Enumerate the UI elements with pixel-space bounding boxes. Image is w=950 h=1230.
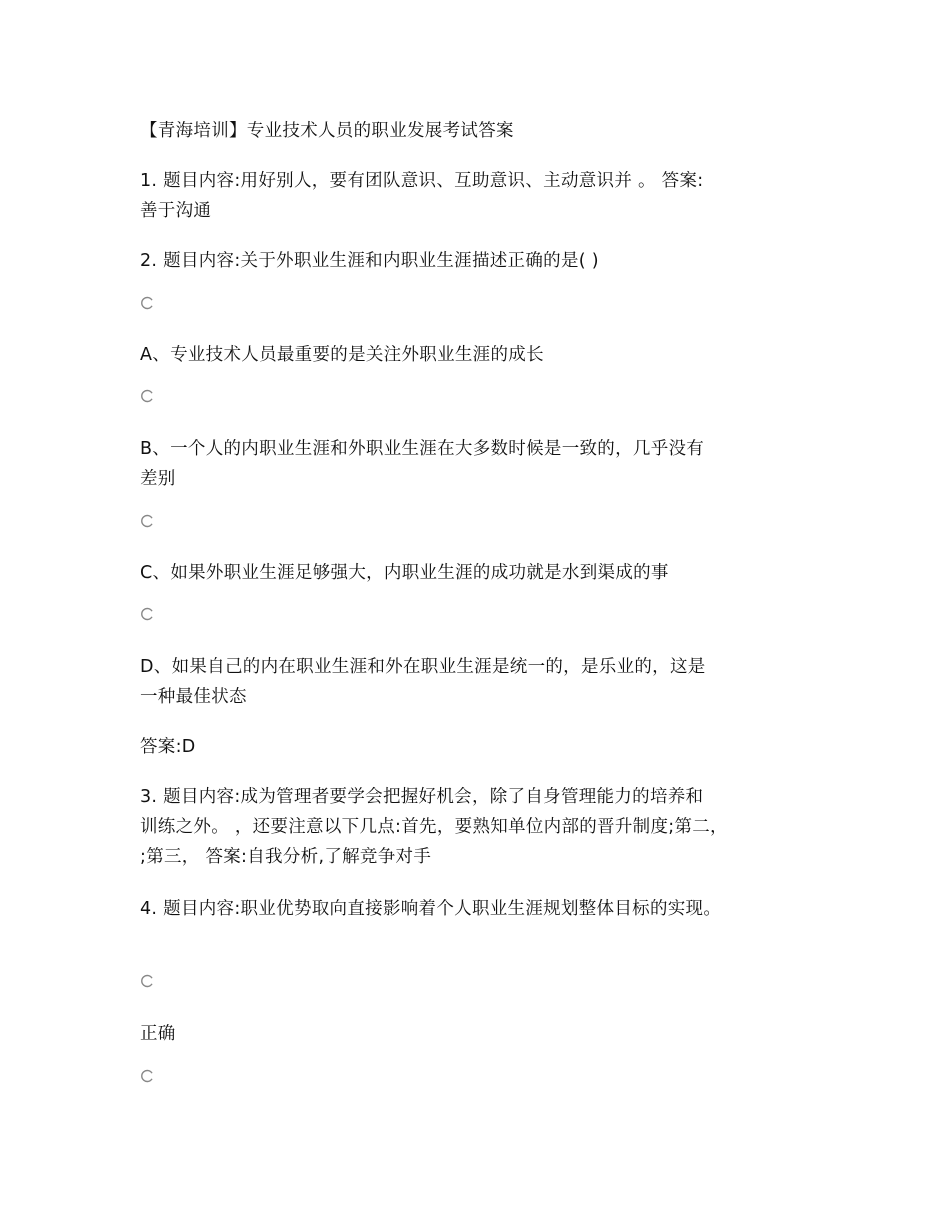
question-4-stem: 4. 题目内容:职业优势取向直接影响着个人职业生涯规划整体目标的实现。 xyxy=(140,899,722,919)
question-3-line-1: 3. 题目内容:成为管理者要学会把握好机会，除了自身管理能力的培养和 xyxy=(140,787,704,807)
radio-button-icon[interactable] xyxy=(140,296,154,310)
option-b-line-1: B、一个人的内职业生涯和外职业生涯在大多数时候是一致的，几乎没有 xyxy=(140,439,705,459)
option-true: 正确 xyxy=(140,1024,176,1044)
question-3-line-3: ;第三， 答案:自我分析,了解竞争对手 xyxy=(140,847,432,867)
radio-button-icon[interactable] xyxy=(140,607,154,621)
option-d-line-2: 一种最佳状态 xyxy=(140,687,247,707)
document-title: 【青海培训】专业技术人员的职业发展考试答案 xyxy=(140,121,514,141)
option-b-line-2: 差别 xyxy=(140,469,176,489)
question-2-stem: 2. 题目内容:关于外职业生涯和内职业生涯描述正确的是( ) xyxy=(140,251,599,271)
option-a: A、专业技术人员最重要的是关注外职业生涯的成长 xyxy=(140,345,544,365)
radio-button-icon[interactable] xyxy=(140,389,154,403)
radio-button-icon[interactable] xyxy=(140,514,154,528)
option-c: C、如果外职业生涯足够强大，内职业生涯的成功就是水到渠成的事 xyxy=(140,563,669,583)
radio-button-icon[interactable] xyxy=(140,1069,154,1083)
question-3-line-2: 训练之外。 ，还要注意以下几点:首先，要熟知单位内部的晋升制度;第二， xyxy=(140,817,728,837)
question-1-text: 1. 题目内容:用好别人，要有团队意识、互助意识、主动意识并 。 答案: xyxy=(140,171,704,191)
question-1-answer: 善于沟通 xyxy=(140,201,212,221)
question-2-answer: 答案:D xyxy=(140,737,196,757)
option-d-line-1: D、如果自己的内在职业生涯和外在职业生涯是统一的，是乐业的，这是 xyxy=(140,657,706,677)
radio-button-icon[interactable] xyxy=(140,974,154,988)
